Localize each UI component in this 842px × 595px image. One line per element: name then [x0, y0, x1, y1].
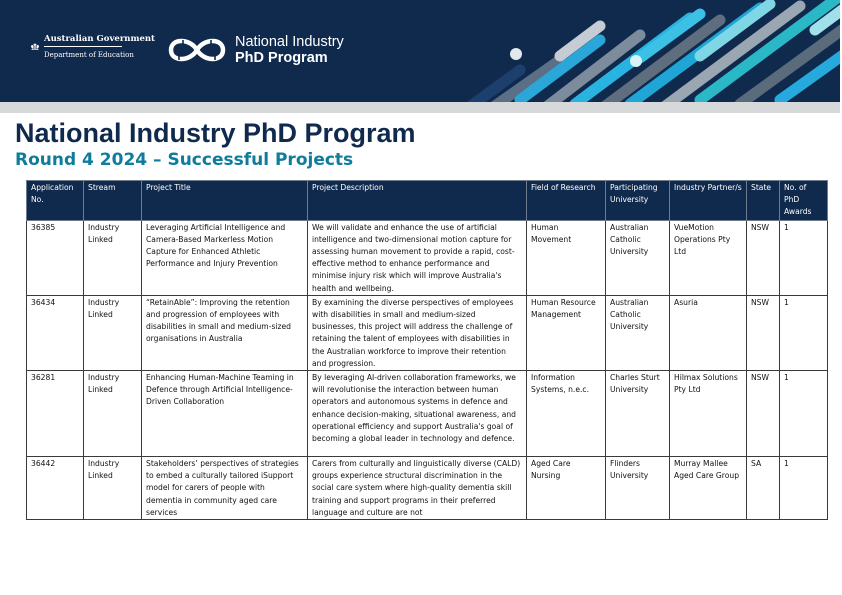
cell-project-title: Leveraging Artificial Intelligence and Camera-Based Markerless Motion Capture for Enhanced Athletic Performance and Injury Prevention	[142, 220, 308, 295]
cell-state: SA	[747, 457, 780, 520]
department-name: Department of Education	[43, 51, 134, 59]
column-header-participating-university: Participating University	[606, 181, 670, 221]
gov-name: Australian Government	[43, 34, 155, 44]
column-header-project-description: Project Description	[308, 181, 527, 221]
coat-of-arms-icon	[30, 30, 40, 64]
cell-state: NSW	[747, 371, 780, 457]
cell-field-of-research: Human Resource Management	[527, 295, 606, 370]
divider	[44, 46, 122, 47]
cell-industry-partner: Asuria	[670, 295, 747, 370]
page-title: National Industry PhD Program	[15, 118, 416, 148]
cell-field-of-research: Aged Care Nursing	[527, 457, 606, 520]
program-logo-line1: National Industry	[235, 34, 344, 50]
cell-stream: Industry Linked	[84, 295, 142, 370]
cell-state: NSW	[747, 220, 780, 295]
cell-phd-awards: 1	[780, 295, 828, 370]
cell-application-no: 36281	[27, 371, 84, 457]
cell-project-description: By examining the diverse perspectives of employees with disabilities in small and medium-sized businesses, this project will address the challenge of retaining the talent of employees with disabilities in the Australian workforce to improve their retention and progression.	[308, 295, 527, 370]
cell-industry-partner: Murray Mallee Aged Care Group	[670, 457, 747, 520]
cell-project-description: By leveraging AI-driven collaboration frameworks, we will revolutionise the interaction between human operators and autonomous systems in defence and enhance decision-making, situational awareness, and operational efficiency and support Australia's goal of becoming a global leader in technology and defence.	[308, 371, 527, 457]
cell-project-title: Enhancing Human-Machine Teaming in Defence through Artificial Intelligence-Driven Collaboration	[142, 371, 308, 457]
australian-government-logo	[30, 30, 155, 64]
cell-project-description: Carers from culturally and linguistically diverse (CALD) groups experience structural discrimination in the social care system where high-quality dementia skill training and support programs in their preferred language and culture are not	[308, 457, 527, 520]
cell-stream: Industry Linked	[84, 220, 142, 295]
cell-application-no: 36385	[27, 220, 84, 295]
cell-stream: Industry Linked	[84, 371, 142, 457]
cell-university: Flinders University	[606, 457, 670, 520]
column-header-phd-awards: No. of PhD Awards	[780, 181, 828, 221]
infinity-loop-icon	[163, 34, 231, 66]
cell-industry-partner: Hilmax Solutions Pty Ltd	[670, 371, 747, 457]
header-banner	[0, 0, 840, 102]
cell-university: Australian Catholic University	[606, 295, 670, 370]
banner-divider-strip	[0, 102, 840, 113]
cell-state: NSW	[747, 295, 780, 370]
cell-industry-partner: VueMotion Operations Pty Ltd	[670, 220, 747, 295]
table-row	[27, 371, 828, 457]
column-header-field-of-research: Field of Research	[527, 181, 606, 221]
column-header-project-title: Project Title	[142, 181, 308, 221]
program-logo	[163, 34, 344, 66]
column-header-state: State	[747, 181, 780, 221]
cell-stream: Industry Linked	[84, 457, 142, 520]
cell-phd-awards: 1	[780, 220, 828, 295]
cell-field-of-research: Human Movement	[527, 220, 606, 295]
cell-phd-awards: 1	[780, 457, 828, 520]
cell-university: Charles Sturt University	[606, 371, 670, 457]
program-logo-line2: PhD Program	[235, 50, 328, 66]
table-row	[27, 295, 828, 370]
successful-projects-table	[26, 180, 828, 520]
cell-phd-awards: 1	[780, 371, 828, 457]
table-row	[27, 220, 828, 295]
column-header-industry-partners: Industry Partner/s	[670, 181, 747, 221]
cell-application-no: 36442	[27, 457, 84, 520]
cell-university: Australian Catholic University	[606, 220, 670, 295]
cell-application-no: 36434	[27, 295, 84, 370]
cell-project-description: We will validate and enhance the use of artificial intelligence and two-dimensional motion capture for assessing human movement to provide a rapid, cost-effective method to enhance performance and minimise injury risk which will improve Australia's health and wellbeing.	[308, 220, 527, 295]
page-subtitle: Round 4 2024 – Successful Projects	[15, 150, 354, 170]
table-header-row	[27, 181, 828, 221]
cell-field-of-research: Information Systems, n.e.c.	[527, 371, 606, 457]
cell-project-title: “RetainAble”: Improving the retention and progression of employees with disabilities in small and medium-sized organisations in Australia	[142, 295, 308, 370]
column-header-application-no: Application No.	[27, 181, 84, 221]
cell-project-title: Stakeholders’ perspectives of strategies to embed a culturally tailored iSupport model for carers of people with dementia in community aged care services	[142, 457, 308, 520]
column-header-stream: Stream	[84, 181, 142, 221]
table-row	[27, 457, 828, 520]
